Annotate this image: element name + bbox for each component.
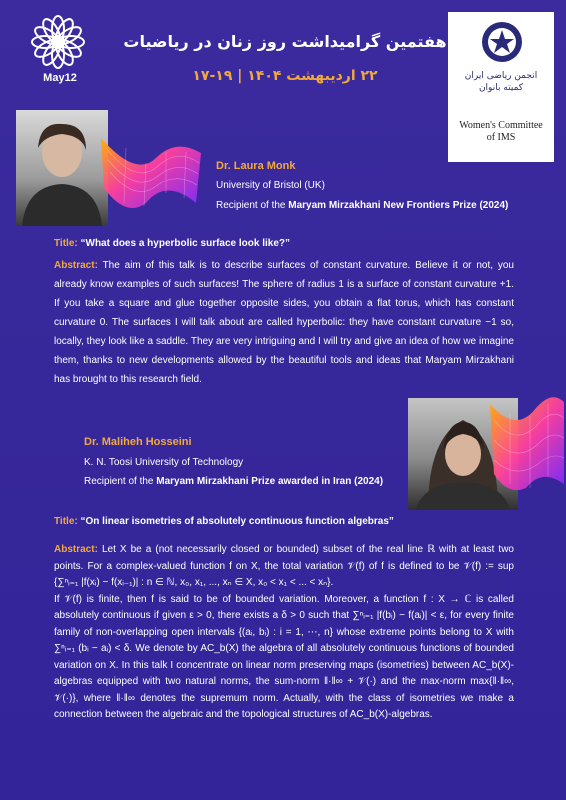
speaker1-name: Dr. Laura Monk [216, 160, 296, 172]
speaker1-prize-line [216, 200, 508, 211]
talk1-title-label: Title: [54, 238, 78, 249]
speaker2-prize: Maryam Mirzakhani Prize awarded in Iran (2024) [156, 476, 384, 487]
talk2-title-line [54, 516, 394, 527]
ims-en-line2: of IMS [486, 132, 516, 143]
event-date: ۲۲ اردیبهشت ۱۴۰۴ | ۱۹-۱۷ [192, 68, 378, 84]
speaker1-affiliation: University of Bristol (UK) [216, 180, 325, 191]
talk1-abstract-label: Abstract: [54, 260, 98, 271]
talk1-title-line [54, 238, 290, 249]
date-label: May12 [43, 72, 77, 84]
ims-en-line1: Women's Committee [459, 120, 543, 131]
speaker1-photo [16, 110, 108, 226]
speaker2-prize-prefix: Recipient of the [84, 476, 157, 487]
talk2-title: “On linear isometries of absolutely continuous function algebras” [80, 516, 394, 527]
speaker2-prize-line [84, 476, 383, 487]
hyperbolic-surface-icon [96, 108, 206, 218]
person-silhouette-icon [16, 110, 108, 226]
speaker2-affiliation: K. N. Toosi University of Technology [84, 457, 244, 468]
ims-name-fa [448, 70, 554, 94]
ims-org-fa: انجمن ریاضی ایران [464, 71, 538, 81]
ims-emblem-icon [480, 20, 524, 64]
talk1-abstract [54, 256, 514, 389]
event-title: هفتمین گرامیداشت روز زنان در ریاضیات [123, 32, 447, 51]
talk2-abstract [54, 542, 514, 724]
talk2-abstract-p1 [54, 542, 514, 592]
hyperbolic-surface-icon [486, 384, 566, 496]
speaker2-name: Dr. Maliheh Hosseini [84, 436, 192, 448]
ims-logo-box [448, 12, 554, 162]
ims-name-en [448, 120, 554, 144]
talk2-title-label: Title: [54, 516, 78, 527]
flower-logo-icon [30, 14, 86, 70]
speaker1-prize-prefix: Recipient of the [216, 200, 289, 211]
talk2-abstract-label: Abstract: [54, 544, 98, 555]
talk1-abstract-text: The aim of this talk is to describe surfaces of constant curvature. Believe it or not, you already know examples of such surfaces! The sphere of radius 1 is a surface of constant curvature +1. If you take a square and glue together opposite sides, you obtain a flat torus, which has constant curvature 0. The surfaces I will talk about are called hyperbolic: they have constant curvature −1 so, locally, they look like a saddle. They are very intriguing and I will try and give an idea of how we imagine them, thanks to new developments allowed by the beautiful tools and ideas that Maryam Mirzakhani has brought to this research field. [54, 260, 514, 385]
talk1-title: “What does a hyperbolic surface look like?” [80, 238, 290, 249]
speaker1-prize: Maryam Mirzakhani New Frontiers Prize (2024) [288, 200, 509, 211]
talk2-abstract-p1-text: Let X be a (not necessarily closed or bounded) subset of the real line ℝ with at least two points. For a complex-valued function f on X, the total variation 𝒱(f) of f is defined to be 𝒱(f) := sup {∑ⁿᵢ₌₁ |f(xᵢ) − f(xᵢ₋₁)| : n ∈ ℕ, x₀, x₁, ..., xₙ ∈ X, x₀ < x₁ < ... < xₙ}. [54, 544, 514, 588]
ims-sub-fa: کمیته بانوان [478, 83, 524, 93]
talk2-abstract-p2: If 𝒱(f) is finite, then f is said to be of bounded variation. Moreover, a function f : X → ℂ is called absolutely continuous if given ε > 0, there exists a δ > 0 such that ∑ⁿᵢ₌₁ |f(bᵢ) − f(aᵢ)| < ε, for every finite family of non-overlapping open intervals {(aᵢ, bᵢ) : i = 1, ⋯, n} whose extreme points belong to X with ∑ⁿᵢ₌₁ (bᵢ − aᵢ) < δ. We denote by AC_b(X) the algebra of all absolutely continuous functions of bounded variation on X. In this talk I concentrate on linear norm preserving maps (isometries) between AC_b(X)-algebras equipped with two natural norms, the sum-norm ‖·‖∞ + 𝒱(·) and the max-norm max{‖·‖∞, 𝒱(·)}, where ‖·‖∞ denotes the supremum norm. Actually, with the class of isometries we make a connection between the algebraic and the topological structures of AC_b(X)-algebras. [54, 593, 514, 720]
